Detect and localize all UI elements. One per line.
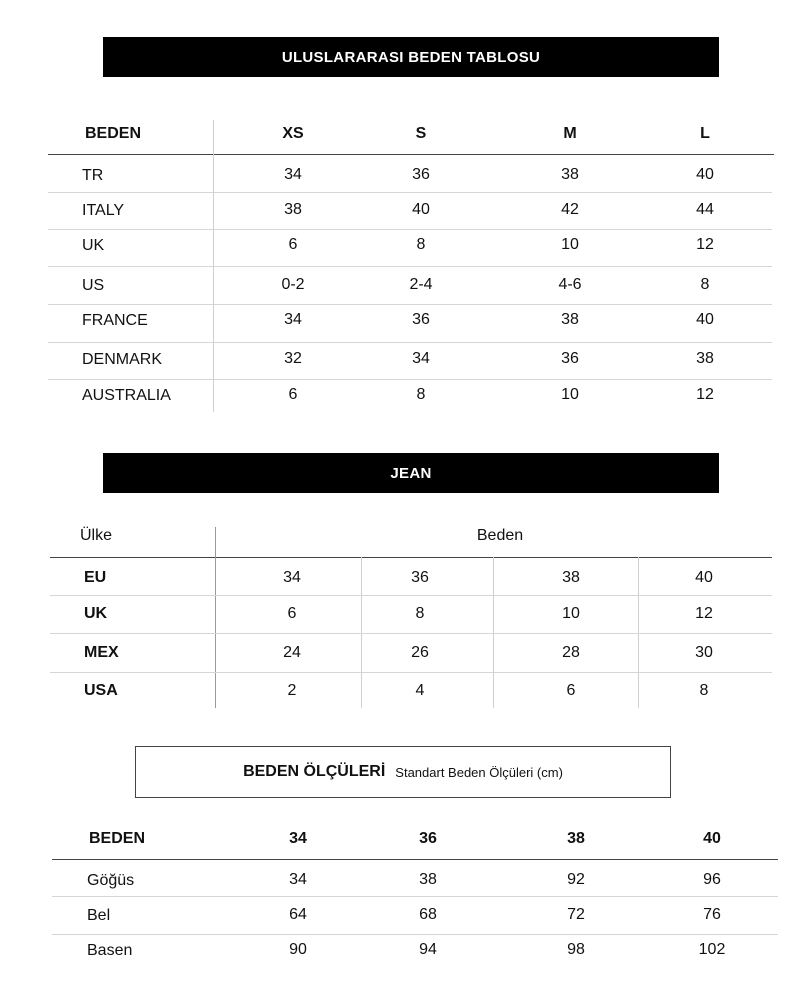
table-cell: 6 xyxy=(566,682,576,699)
jean-table-banner xyxy=(103,453,719,493)
table-cell: 38 xyxy=(561,166,579,183)
table-cell: 38 xyxy=(561,311,579,328)
table-cell: 36 xyxy=(561,350,579,367)
table-cell: 32 xyxy=(284,350,302,367)
table-cell: 12 xyxy=(696,236,714,253)
table-cell: 38 xyxy=(419,871,437,888)
table-header-cell: BEDEN xyxy=(89,830,146,847)
row-label: DENMARK xyxy=(82,351,163,368)
table-cell: 40 xyxy=(696,311,714,328)
table-cell: 40 xyxy=(695,569,713,586)
row-label: UK xyxy=(82,237,105,254)
jean-table-title: JEAN xyxy=(390,464,432,482)
table-cell: 68 xyxy=(419,906,437,923)
row-divider xyxy=(48,379,772,380)
row-divider xyxy=(48,266,772,267)
table-cell: 36 xyxy=(412,311,430,328)
table-cell: 38 xyxy=(696,350,714,367)
table-cell: 2-4 xyxy=(409,276,433,293)
table-header-cell: Ülke xyxy=(80,527,113,544)
table-header-cell: L xyxy=(700,125,710,142)
row-label: US xyxy=(82,277,105,294)
table-cell: 102 xyxy=(698,941,726,958)
header-divider xyxy=(50,557,772,558)
row-label: MEX xyxy=(84,644,119,661)
table-cell: 64 xyxy=(289,906,307,923)
table-cell: 8 xyxy=(416,236,426,253)
row-divider xyxy=(50,595,772,596)
row-divider xyxy=(48,229,772,230)
table-cell: 6 xyxy=(288,386,298,403)
table-cell: 0-2 xyxy=(281,276,305,293)
table-cell: 2 xyxy=(287,682,297,699)
table-header-cell: S xyxy=(415,125,427,142)
table-header-cell: 38 xyxy=(567,830,585,847)
row-label: AUSTRALIA xyxy=(82,387,171,404)
row-divider xyxy=(52,896,778,897)
table-header-cell: 40 xyxy=(703,830,721,847)
row-divider xyxy=(48,304,772,305)
table-cell: 38 xyxy=(284,201,302,218)
table-cell: 34 xyxy=(283,569,301,586)
table-cell: 12 xyxy=(695,605,713,622)
table-cell: 92 xyxy=(567,871,585,888)
table-cell: 12 xyxy=(696,386,714,403)
row-divider xyxy=(48,342,772,343)
table-cell: 72 xyxy=(567,906,585,923)
row-label: EU xyxy=(84,569,107,586)
table-cell: 34 xyxy=(412,350,430,367)
row-divider xyxy=(50,672,772,673)
row-label: ITALY xyxy=(82,202,125,219)
row-label: Göğüs xyxy=(87,872,135,889)
table-header-cell: Beden xyxy=(476,527,524,544)
table-cell: 34 xyxy=(284,166,302,183)
table-cell: 6 xyxy=(287,605,297,622)
column-divider xyxy=(215,527,216,708)
table-cell: 98 xyxy=(567,941,585,958)
table-cell: 38 xyxy=(562,569,580,586)
table-header-cell: 36 xyxy=(419,830,437,847)
row-label: TR xyxy=(82,167,104,184)
table-cell: 30 xyxy=(695,644,713,661)
table-cell: 44 xyxy=(696,201,714,218)
table-cell: 8 xyxy=(700,276,710,293)
table-cell: 28 xyxy=(562,644,580,661)
table-cell: 34 xyxy=(284,311,302,328)
measurements-title-box xyxy=(135,746,671,798)
table-cell: 6 xyxy=(288,236,298,253)
table-cell: 36 xyxy=(411,569,429,586)
row-divider xyxy=(50,633,772,634)
measurements-title: BEDEN ÖLÇÜLERİ xyxy=(243,763,386,780)
table-header-cell: BEDEN xyxy=(85,125,142,142)
row-divider xyxy=(52,934,778,935)
row-label: Bel xyxy=(87,907,111,924)
table-cell: 94 xyxy=(419,941,437,958)
row-label: Basen xyxy=(87,942,133,959)
table-cell: 4 xyxy=(415,682,425,699)
row-label: FRANCE xyxy=(82,312,148,329)
header-divider xyxy=(48,154,774,155)
row-label: UK xyxy=(84,605,108,622)
table-cell: 34 xyxy=(289,871,307,888)
table-cell: 10 xyxy=(562,605,580,622)
table-cell: 36 xyxy=(412,166,430,183)
table-cell: 40 xyxy=(412,201,430,218)
table-header-cell: XS xyxy=(282,125,304,142)
table-header-cell: 34 xyxy=(289,830,307,847)
table-cell: 10 xyxy=(561,386,579,403)
table-cell: 8 xyxy=(699,682,709,699)
row-divider xyxy=(48,192,772,193)
measurements-subtitle: Standart Beden Ölçüleri (cm) xyxy=(395,764,563,780)
header-divider xyxy=(52,859,778,860)
table-cell: 96 xyxy=(703,871,721,888)
table-cell: 10 xyxy=(561,236,579,253)
table-cell: 24 xyxy=(283,644,301,661)
intl-size-table-title: ULUSLARARASI BEDEN TABLOSU xyxy=(281,48,541,66)
table-cell: 42 xyxy=(561,201,579,218)
table-header-cell: M xyxy=(563,125,577,142)
table-cell: 90 xyxy=(289,941,307,958)
intl-size-table-banner xyxy=(103,37,719,77)
row-label: USA xyxy=(84,682,118,699)
table-cell: 26 xyxy=(411,644,429,661)
table-cell: 40 xyxy=(696,166,714,183)
table-cell: 4-6 xyxy=(558,276,582,293)
table-cell: 8 xyxy=(416,386,426,403)
table-cell: 8 xyxy=(415,605,425,622)
table-cell: 76 xyxy=(703,906,721,923)
